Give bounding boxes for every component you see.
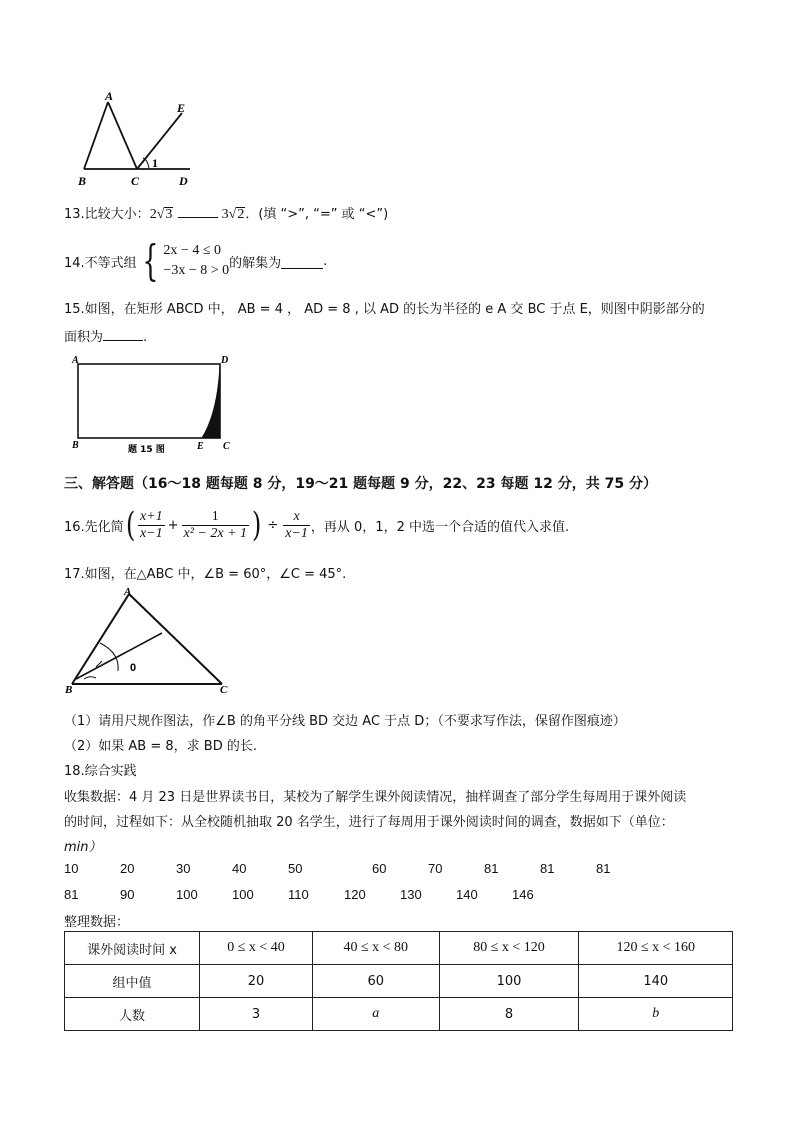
q18-data-row-1 (64, 861, 664, 879)
data-value: 146 (512, 887, 534, 902)
data-value: 120 (344, 887, 366, 902)
fig15-label-B: B (72, 440, 79, 451)
table-cell: 60 (313, 965, 440, 998)
segment-AB (84, 102, 108, 169)
data-value: 50 (288, 861, 303, 876)
q14-answer-blank[interactable] (281, 254, 323, 269)
left-paren-icon: ( (125, 505, 135, 545)
fig12-label-A: A (105, 89, 114, 103)
question-16 (64, 506, 569, 544)
fig15-label-E: E (197, 441, 204, 452)
fig15-shaded-region (202, 364, 220, 438)
data-value: 10 (64, 861, 79, 876)
fig15-caption: 题 15 图 (128, 445, 165, 455)
q13-right-radicand: 2 (237, 207, 245, 222)
q16-suffix: ，再从 0，1，2 中选一个合适的值代入求值. (310, 519, 570, 535)
q14-prefix: 14.不等式组 (64, 255, 137, 271)
q16-divide: ÷ (267, 517, 279, 533)
q15-end: . (143, 330, 148, 345)
q16-fraction-2 (182, 509, 250, 542)
table-cell: 人数 (65, 998, 200, 1031)
q17-text: 17.如图，在△ABC 中，∠B = 60°，∠C = 45°. (64, 567, 347, 582)
fig17-label-C: C (220, 684, 228, 696)
data-value: 110 (288, 887, 309, 902)
q15-answer-blank[interactable] (103, 326, 143, 341)
q14-inequality-2: −3x − 8 > 0 (163, 263, 230, 278)
data-value: 90 (120, 887, 135, 902)
data-value: 20 (120, 861, 135, 876)
data-value: 30 (176, 861, 191, 876)
q14-inequality-system (137, 236, 230, 285)
q16-f1-denominator: x−1 (139, 525, 163, 541)
table-cell: a (313, 998, 440, 1031)
q18-data-row-2 (64, 887, 664, 905)
data-value: 81 (540, 861, 555, 876)
frequency-table (64, 931, 733, 1031)
q16-f1-numerator: x+1 (139, 508, 163, 524)
q16-f2-denominator: x² − 2x + 1 (183, 525, 248, 541)
data-value: 81 (64, 887, 79, 902)
q13-left-radicand: 3 (165, 207, 173, 222)
fig17-diagram (62, 585, 242, 697)
q14-suffix: 的解集为 (229, 255, 282, 271)
q18-unit: min） (64, 840, 102, 855)
section-3-heading: 三、解答题（16～18 题每题 8 分，19～21 题每题 9 分，22、23 每题 12 分，共 75 分） (64, 476, 657, 492)
data-value: 100 (232, 887, 254, 902)
data-value: 40 (232, 861, 247, 876)
fig12-label-D: D (179, 174, 188, 188)
left-brace-icon: { (142, 236, 159, 285)
table-cell: 3 (200, 998, 313, 1031)
data-value: 81 (484, 861, 499, 876)
q16-plus: + (167, 517, 179, 533)
fig17-label-O: 0 (130, 662, 137, 674)
q14-inequality-1: 2x − 4 ≤ 0 (163, 243, 222, 258)
table-header-cell: 0 ≤ x < 40 (200, 932, 313, 965)
table-header-cell: 40 ≤ x < 80 (313, 932, 440, 965)
fig17-label-A: A (124, 586, 132, 598)
segment-AC (129, 594, 222, 684)
fig12-label-C: C (131, 174, 140, 188)
fig15-diagram (66, 352, 241, 456)
data-value: 140 (456, 887, 478, 902)
q13-suffix: ．(填 “>”, “=” 或 “<”) (245, 207, 389, 222)
q18-title: 18.综合实践 (64, 764, 137, 779)
data-value: 81 (596, 861, 611, 876)
segment-AC (108, 102, 137, 169)
q16-f3-denominator: x−1 (285, 525, 308, 541)
fig15-label-A: A (72, 355, 79, 366)
fig12-label-1: 1 (152, 156, 158, 170)
q16-fraction-1 (138, 509, 165, 542)
construction-mark (84, 677, 96, 679)
table-row (65, 965, 733, 998)
table-cell: 100 (439, 965, 579, 998)
fig15-label-D: D (221, 355, 229, 366)
table-cell: 140 (579, 965, 733, 998)
table-header-cell: 80 ≤ x < 120 (439, 932, 579, 965)
q15-line-2 (64, 326, 147, 345)
q18-para-2: 的时间，过程如下：从全校随机抽取 20 名学生，进行了每周用于课外阅读时间的调查，数据如下（单位： (64, 815, 674, 830)
fig12-label-E: E (177, 101, 186, 115)
right-paren-icon: ) (252, 505, 262, 545)
segment-CE (137, 113, 182, 169)
table-cell: 8 (439, 998, 579, 1031)
table-row (65, 998, 733, 1031)
q17-part-2: （2）如果 AB = 8，求 BD 的长. (64, 739, 257, 754)
fig17-label-B: B (65, 684, 73, 696)
q16-fraction-3 (283, 509, 310, 542)
q15-line-1: 15.如图，在矩形 ABCD 中， AB = 4 ， AD = 8 , 以 AD 的长为半径的 e A 交 BC 于点 E，则图中阴影部分的 (64, 302, 705, 317)
segment-AB (72, 594, 129, 684)
question-14 (64, 236, 328, 285)
q14-end: . (323, 253, 328, 269)
q16-f2-numerator: 1 (211, 508, 219, 524)
data-value: 130 (400, 887, 422, 902)
q16-f3-numerator: x (293, 508, 300, 524)
table-cell: b (579, 998, 733, 1031)
construction-arc (100, 643, 118, 671)
data-value: 60 (372, 861, 387, 876)
q18-organize-label: 整理数据： (64, 915, 130, 930)
q17-part-1: （1）请用尺规作图法，作∠B 的角平分线 BD 交边 AC 于点 D；（不要求写作法，保留作图痕迹） (64, 714, 626, 729)
fig15-rectangle (78, 364, 220, 438)
table-header-cell: 120 ≤ x < 160 (579, 932, 733, 965)
data-value: 70 (428, 861, 443, 876)
fig12-diagram (70, 88, 200, 190)
data-value: 100 (176, 887, 198, 902)
table-cell: 20 (200, 965, 313, 998)
fig12-label-B: B (78, 174, 87, 188)
q13-answer-blank[interactable] (178, 203, 218, 218)
q16-prefix: 16.先化简 (64, 519, 124, 535)
question-13: 13.比较大小：2√3 3√2．(填 “>”, “=” 或 “<”) (64, 203, 388, 223)
fig15-label-C: C (223, 441, 230, 452)
q13-prefix: 13.比较大小： (64, 207, 150, 222)
table-row (65, 932, 733, 965)
table-cell: 组中值 (65, 965, 200, 998)
q15-prefix: 面积为 (64, 330, 104, 345)
q13-left-coef: 2 (149, 207, 157, 222)
table-header-cell: 课外阅读时间 x (65, 932, 200, 965)
q13-right-coef: 3 (221, 207, 229, 222)
q18-para-1: 收集数据：4 月 23 日是世界读书日，某校为了解学生课外阅读情况，抽样调查了部分学生每周用于课外阅读 (64, 790, 687, 805)
